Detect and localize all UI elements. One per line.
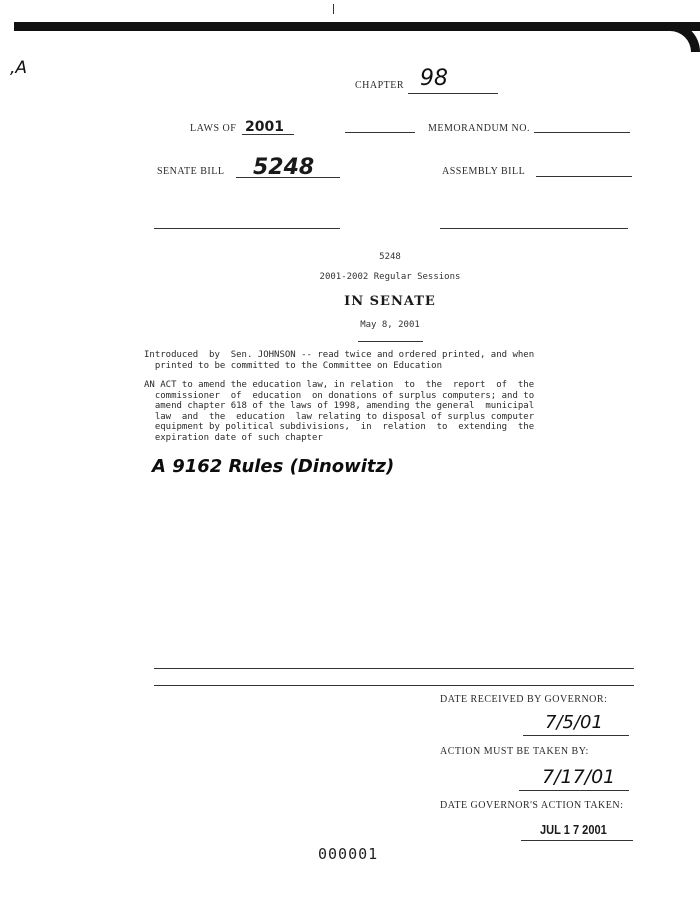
top-border-bar [14, 22, 700, 31]
act-line: commissioner of education on donations of surplus computers; and to [144, 390, 535, 401]
introduced-paragraph [144, 350, 534, 371]
house-title: IN SENATE [344, 294, 436, 309]
laws-label: LAWS OF [190, 123, 237, 134]
memorandum-underline [534, 132, 630, 133]
senate-bill-underline [236, 177, 340, 178]
senate-bill-label: SENATE BILL [157, 166, 225, 177]
date-received-underline [523, 735, 629, 736]
handwritten-note: A 9162 Rules (Dinowitz) [152, 456, 395, 477]
laws-value: 2001 [245, 119, 284, 135]
action-taken-label: DATE GOVERNOR'S ACTION TAKEN: [440, 800, 624, 811]
action-taken-value: JUL 1 7 2001 [540, 822, 607, 837]
blank-line-1 [345, 132, 415, 133]
blank-line-left [154, 228, 340, 229]
action-taken-underline [521, 840, 633, 841]
chapter-label: CHAPTER [355, 80, 405, 91]
act-line: AN ACT to amend the education law, in relation to the report of the [144, 380, 535, 390]
page-number: 000001 [318, 845, 379, 863]
senate-bill-value: 5248 [253, 155, 315, 180]
act-paragraph [144, 380, 534, 443]
laws-underline [242, 134, 294, 135]
margin-mark: ,A [10, 58, 28, 78]
act-line: amend chapter 618 of the laws of 1998, amending the general municipal [144, 401, 535, 411]
action-must-underline [519, 790, 629, 791]
assembly-bill-label: ASSEMBLY BILL [442, 166, 526, 177]
bottom-rule-1 [154, 668, 634, 669]
introduced-line: printed to be committed to the Committee on Education [144, 360, 443, 371]
bill-number: 5248 [379, 252, 401, 262]
chapter-underline [408, 93, 498, 94]
assembly-bill-underline [536, 176, 632, 177]
chapter-value: 98 [420, 66, 448, 91]
action-must-value: 7/17/01 [542, 766, 616, 788]
act-line: equipment by political subdivisions, in relation to extending the [144, 422, 535, 432]
date-underline [358, 341, 423, 342]
date-received-label: DATE RECEIVED BY GOVERNOR: [440, 694, 608, 705]
blank-line-right [440, 228, 628, 229]
act-line: expiration date of such chapter [144, 432, 323, 443]
action-must-label: ACTION MUST BE TAKEN BY: [440, 746, 589, 757]
top-tick-mark [333, 4, 334, 14]
bill-date: May 8, 2001 [360, 320, 420, 330]
date-received-value: 7/5/01 [545, 712, 603, 733]
introduced-line: Introduced by Sen. JOHNSON -- read twice and ordered printed, and when [144, 350, 535, 360]
bottom-rule-2 [154, 685, 634, 686]
session-text: 2001-2002 Regular Sessions [319, 272, 461, 282]
memorandum-label: MEMORANDUM NO. [428, 123, 531, 134]
act-line: law and the education law relating to disposal of surplus computer [144, 411, 535, 422]
